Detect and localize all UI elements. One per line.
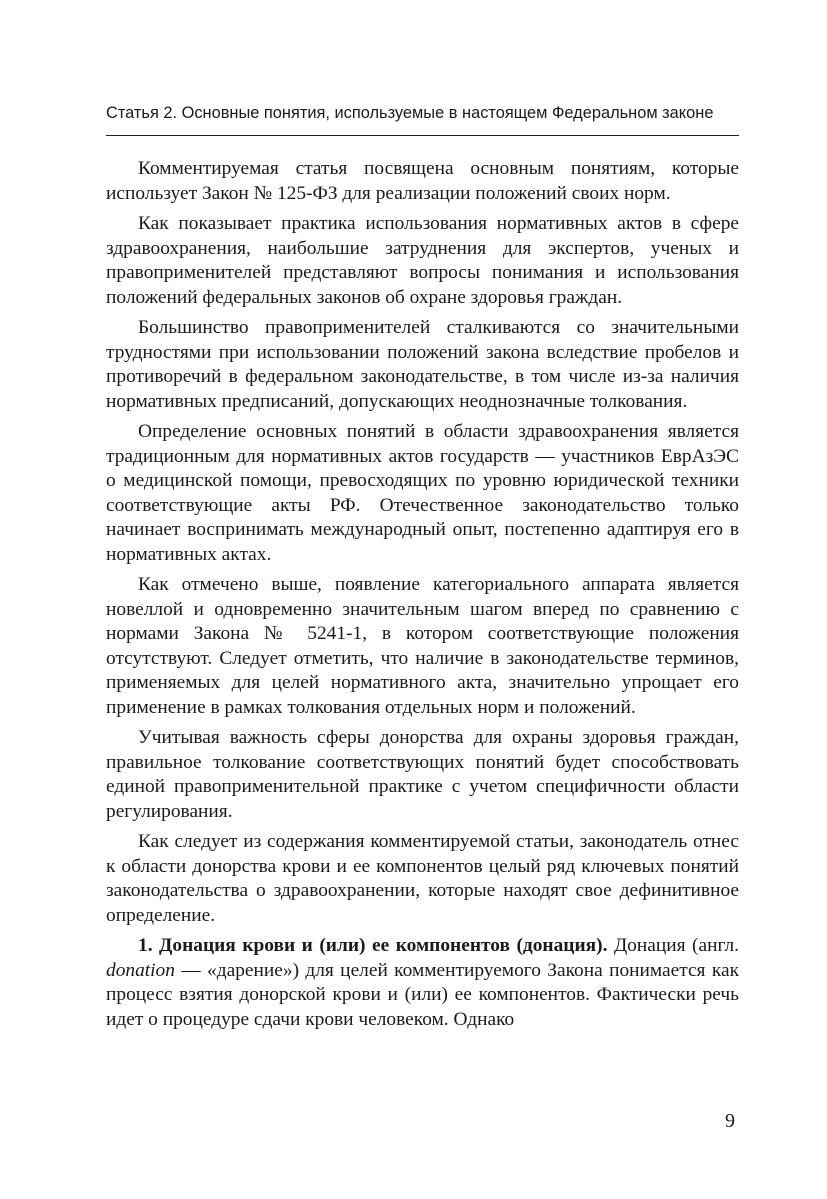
page-number: 9 bbox=[725, 1110, 735, 1132]
paragraph-1: Комментируемая статья посвящена основным понятиям, которые использует Закон № 125-ФЗ для реализации положений своих норм. bbox=[106, 158, 739, 204]
definition-term: 1. Донация крови и (или) ее компонентов (донация). bbox=[138, 935, 608, 956]
running-header: Статья 2. Основные понятия, используемые в настоящем Федеральном законе bbox=[106, 104, 714, 122]
paragraph-3: Большинство правоприменителей сталкиваются со значительными трудностями при использовании положений закона вследствие пробелов и противоречий в федеральном законодательстве, в том числе из-за наличия нормативных предписаний, допускающих неоднозначные толкования. bbox=[106, 317, 739, 412]
header-divider bbox=[106, 135, 739, 136]
definition-text: — «дарение») для целей комментируемого Закона понимается как процесс взятия донорской крови и (или) ее компонентов. Фактически речь идет о процедуре сдачи крови человеком. Однако bbox=[106, 959, 739, 1030]
paragraph-4: Определение основных понятий в области здравоохранения является традиционным для нормативных актов государств — участников ЕврАзЭС о медицинской помощи, превосходящих по уровню юридической техники соответствующие акты РФ. Отечественное законодательство только начинает воспринимать международный опыт, постепенно адаптируя его в нормативных актах. bbox=[106, 421, 739, 565]
page-body bbox=[106, 157, 739, 1038]
definition-lead: Донация (англ. bbox=[607, 935, 739, 956]
paragraph-2: Как показывает практика использования нормативных актов в сфере здравоохранения, наибольшие затруднения для экспертов, ученых и правоприменителей представляют вопросы понимания и использования положений федеральных законов об охране здоровья граждан. bbox=[106, 213, 739, 308]
definition-foreign-word: donation bbox=[106, 959, 175, 981]
paragraph-5: Как отмечено выше, появление категориального аппарата является новеллой и одновременно значительным шагом вперед по сравнению с нормами Закона № 5241-1, в котором соответствующие положения отсутствуют. Следует отметить, что наличие в законодательстве терминов, применяемых для целей нормативного акта, значительно упрощает его применение в рамках толкования отдельных норм и положений. bbox=[106, 574, 739, 718]
paragraph-7: Как следует из содержания комментируемой статьи, законодатель отнес к области донорства крови и ее компонентов целый ряд ключевых понятий законодательства о здравоохранении, которые находят свое дефинитивное определение. bbox=[106, 831, 739, 926]
definition-paragraph bbox=[106, 934, 739, 1032]
paragraph-6: Учитывая важность сферы донорства для охраны здоровья граждан, правильное толкование соответствующих понятий будет способствовать единой правоприменительной практике с учетом специфичности области регулирования. bbox=[106, 727, 739, 822]
